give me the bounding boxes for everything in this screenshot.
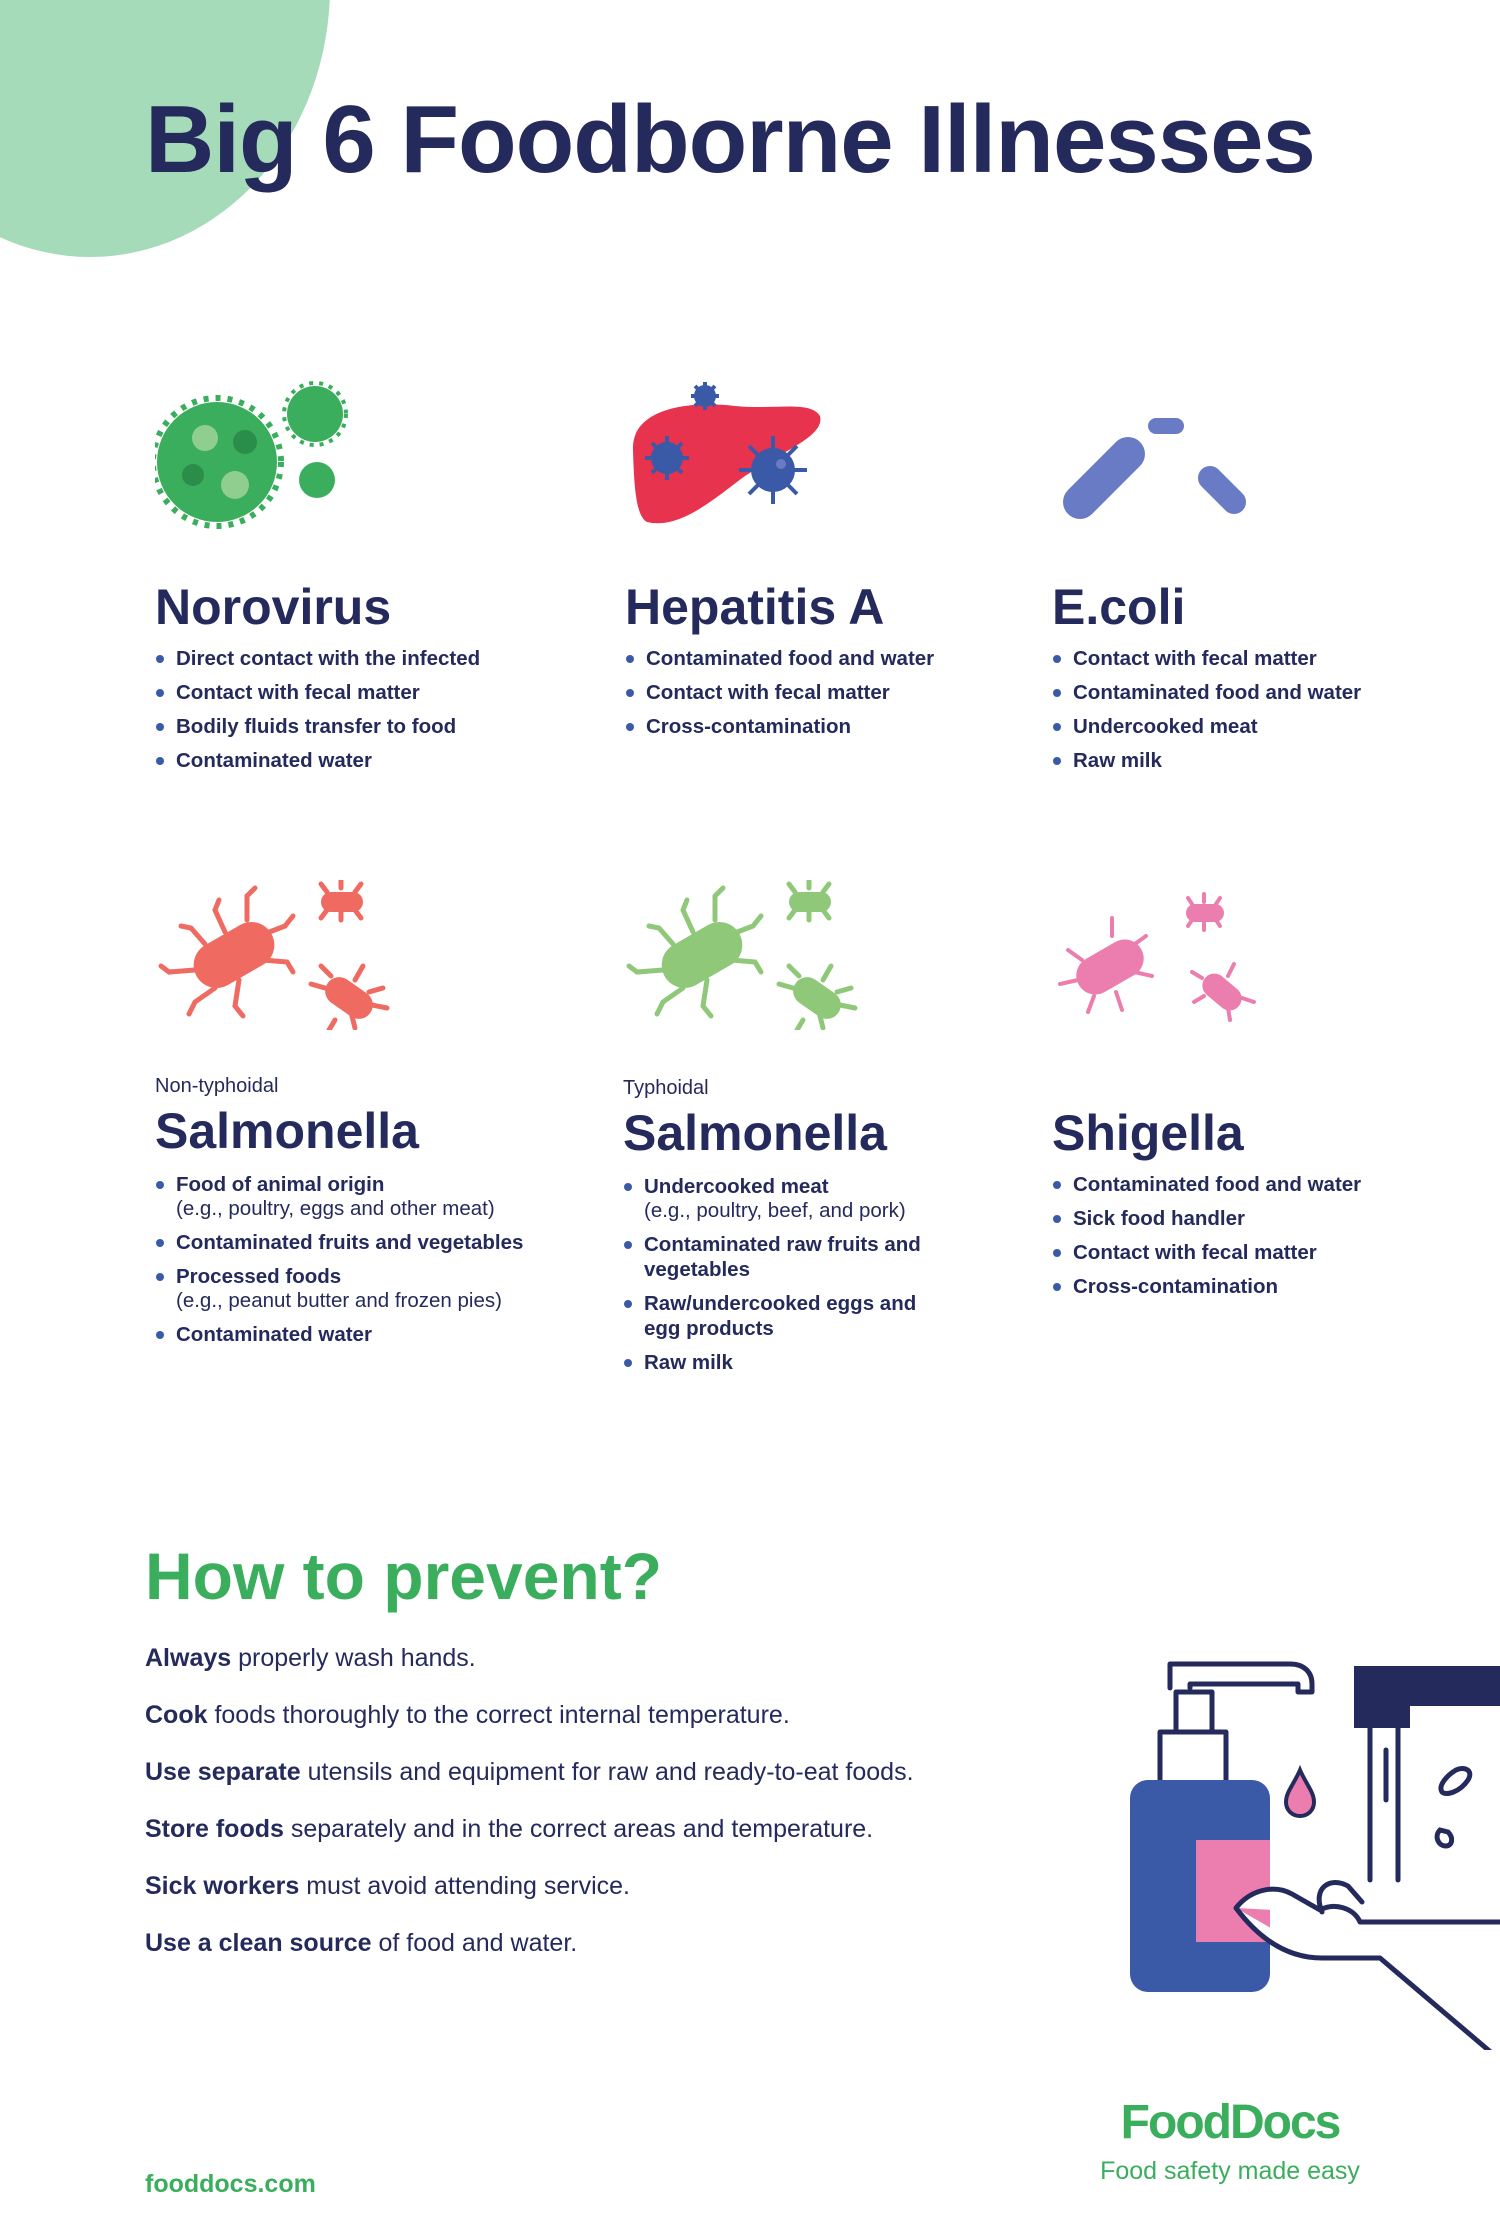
illness-name: E.coli bbox=[1052, 579, 1186, 635]
illness-name: Salmonella bbox=[155, 1103, 419, 1159]
list-item: Contact with fecal matter bbox=[155, 680, 480, 705]
cause-list bbox=[1052, 1172, 1361, 1308]
list-item: Direct contact with the infected bbox=[155, 646, 480, 671]
handwashing-illustration bbox=[1090, 1640, 1500, 2050]
card-norovirus bbox=[155, 380, 585, 790]
card-shigella bbox=[1052, 880, 1482, 1310]
salmonella-typhoidal-bacteria-icon bbox=[623, 880, 883, 1030]
illness-name: Hepatitis A bbox=[625, 579, 885, 635]
norovirus-icon bbox=[155, 380, 355, 530]
list-item: Contact with fecal matter bbox=[625, 680, 934, 705]
card-salmonella-non-typhoidal bbox=[155, 880, 585, 1360]
list-item: Cross-contamination bbox=[625, 714, 934, 739]
cause-list bbox=[625, 646, 934, 748]
brand-logo: FoodDocs bbox=[1120, 2096, 1340, 2149]
card-hepatitis-a bbox=[625, 380, 1055, 790]
list-item: Cook foods thoroughly to the correct internal temperature. bbox=[145, 1701, 790, 1729]
list-item: Undercooked meat (e.g., poultry, beef, and pork) bbox=[623, 1174, 923, 1223]
list-item: Sick food handler bbox=[1052, 1206, 1361, 1231]
salmonella-bacteria-icon bbox=[155, 880, 415, 1030]
list-item: Contaminated food and water bbox=[1052, 680, 1361, 705]
brand-block bbox=[1060, 2095, 1400, 2186]
list-item: Always properly wash hands. bbox=[145, 1644, 476, 1672]
list-item: Store foods separately and in the correct areas and temperature. bbox=[145, 1815, 874, 1843]
ecoli-bacteria-icon bbox=[1052, 380, 1252, 530]
list-item: Use a clean source of food and water. bbox=[145, 1929, 578, 1957]
list-item: Contaminated water bbox=[155, 1322, 523, 1347]
prevention-title: How to prevent? bbox=[145, 1539, 663, 1613]
list-item: Raw milk bbox=[623, 1350, 923, 1375]
illness-name: Shigella bbox=[1052, 1105, 1244, 1161]
hepatitis-liver-icon bbox=[625, 380, 835, 530]
list-item: Bodily fluids transfer to food bbox=[155, 714, 480, 739]
illness-subtitle: Typhoidal bbox=[623, 1077, 709, 1099]
list-item: Contact with fecal matter bbox=[1052, 646, 1361, 671]
card-salmonella-typhoidal bbox=[623, 880, 1053, 1380]
cause-list bbox=[155, 1172, 523, 1356]
list-item: Raw/undercooked eggs and egg products bbox=[623, 1291, 923, 1341]
illness-subtitle: Non-typhoidal bbox=[155, 1075, 279, 1097]
page-title: Big 6 Foodborne Illnesses bbox=[145, 86, 1315, 193]
cause-list bbox=[623, 1174, 923, 1384]
list-item: Contact with fecal matter bbox=[1052, 1240, 1361, 1265]
site-link[interactable]: fooddocs.com bbox=[145, 2170, 316, 2198]
shigella-bacteria-icon bbox=[1052, 880, 1282, 1030]
list-item: Use separate utensils and equipment for raw and ready-to-eat foods. bbox=[145, 1758, 914, 1786]
list-item: Raw milk bbox=[1052, 748, 1361, 773]
prevention-list bbox=[145, 1640, 914, 1982]
card-ecoli bbox=[1052, 380, 1482, 790]
brand-tagline: Food safety made easy bbox=[1100, 2157, 1360, 2185]
list-item: Contaminated food and water bbox=[625, 646, 934, 671]
list-item: Food of animal origin (e.g., poultry, eggs and other meat) bbox=[155, 1172, 523, 1221]
cause-list bbox=[155, 646, 480, 782]
list-item: Contaminated food and water bbox=[1052, 1172, 1361, 1197]
illness-name: Salmonella bbox=[623, 1105, 887, 1161]
list-item: Contaminated water bbox=[155, 748, 480, 773]
list-item: Undercooked meat bbox=[1052, 714, 1361, 739]
illness-name: Norovirus bbox=[155, 579, 392, 635]
cause-list bbox=[1052, 646, 1361, 782]
list-item: Processed foods (e.g., peanut butter and frozen pies) bbox=[155, 1264, 523, 1313]
list-item: Sick workers must avoid attending service. bbox=[145, 1872, 630, 1900]
list-item: Cross-contamination bbox=[1052, 1274, 1361, 1299]
list-item: Contaminated fruits and vegetables bbox=[155, 1230, 523, 1255]
list-item: Contaminated raw fruits and vegetables bbox=[623, 1232, 923, 1282]
